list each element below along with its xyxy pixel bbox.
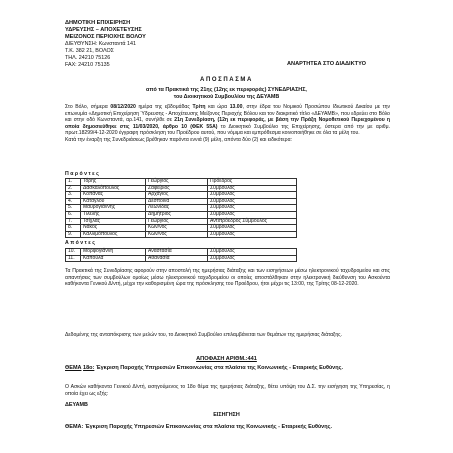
member-number: 6. xyxy=(66,211,81,218)
present-heading: Π α ρ ό ν τ ε ς xyxy=(65,171,99,177)
member-surname: Τιλελής xyxy=(81,211,146,218)
member-number: 9. xyxy=(66,231,81,238)
document-title: ΑΠΟΣΠΑΣΜΑ xyxy=(200,77,253,83)
session-info: 21η Συνεδρίαση, (12η εκ περιφοράς, με βάση την Πράξη Νομοθετικού Περιεχομένου η οποία δημοσιεύθηκε στις 11/03/2020, άρθρο 10 (ΦΕΚ 55Α) xyxy=(65,117,390,130)
absent-members-table xyxy=(65,248,297,262)
intro-paragraph xyxy=(65,104,390,144)
member-name: Αθανασία xyxy=(146,255,208,262)
intro-text: το Διοικητικό Συμβούλιο της Επιχείρησης, ύστερα από την με αριθμ. πρωτ.18299/4-12-2020 έγγραφη πρόσκληση του Προέδρου αυτού, που νόμιμα και εμπρόθεσμα κοινοποιήθηκε σε όλα τα μέλη του. xyxy=(65,123,390,137)
member-row xyxy=(66,231,297,238)
absent-heading: Α π ό ν τ ε ς xyxy=(65,240,95,246)
member-name: Δημήτριος xyxy=(146,211,208,218)
member-role: Σύμβουλος xyxy=(208,211,297,218)
member-role: Σύμβουλος xyxy=(208,205,297,212)
theme-label: ΘΕΜΑ xyxy=(65,365,82,371)
member-surname: Κοπάνας xyxy=(81,192,146,199)
intro-text: και ώρα xyxy=(208,104,228,110)
member-row xyxy=(66,218,297,225)
member-number: 11. xyxy=(66,255,81,262)
present-members-table xyxy=(65,178,297,238)
org-name-1: ΔΗΜΟΤΙΚΗ ΕΠΙΧΕΙΡΗΣΗ xyxy=(65,20,131,26)
theme-number: 18ο: xyxy=(83,365,95,371)
member-name: Γεώργιος xyxy=(146,218,208,225)
meeting-day: Τρίτη xyxy=(192,104,206,110)
report-theme-label: ΘΕΜΑ: xyxy=(65,424,84,430)
member-name: Κων/νος xyxy=(146,231,208,238)
member-surname: Τόρης xyxy=(81,179,146,186)
member-name: Αναστασία xyxy=(146,249,208,256)
subtitle-line-2: του Διοικητικού Συμβουλίου της ΔΕΥΑΜΒ xyxy=(173,94,280,100)
member-role: Πρόεδρος xyxy=(208,179,297,186)
member-role: Σύμβουλος xyxy=(208,198,297,205)
theme-heading xyxy=(65,365,390,372)
member-number: 2. xyxy=(66,185,81,192)
theme-intro: Ο Ασκών καθήκοντα Γενικού Δ/ντή, εισηγούμενος το 18ο θέμα της ημερήσιας διάταξης, θέτει υπόψη του Δ.Σ. την εισήγηση της Υπηρεσίας, η οποία έχει ως εξής: xyxy=(65,384,390,397)
member-row xyxy=(66,255,297,262)
member-surname: Τσίχλας xyxy=(81,218,146,225)
member-role: Σύμβουλος xyxy=(208,185,297,192)
member-surname: Δασκαλόπουλος xyxy=(81,185,146,192)
org-abbrev: ΔΕΥΑΜΒ xyxy=(65,402,88,408)
member-number: 8. xyxy=(66,225,81,232)
member-surname: Καπούλα xyxy=(81,255,146,262)
member-name: Κων/νος xyxy=(146,225,208,232)
member-surname: Κάταγλου xyxy=(81,198,146,205)
minutes-paragraph: Τα Πρακτικά της Συνεδρίασης αφορούν στην αποστολή της ημερήσιας διάταξης και των εισηγήσεων μέσω ηλεκτρονικού ταχυδρομείου και στις απαντήσεις των συμβούλων ομοίως μέσω ηλεκτρονικού ταχυδρομείου οι οποίες αποστάλθηκαν στην ηλεκτρονική διεύθυνση του Ασκούντα καθήκοντα Γενικού Δ/ντή, μέχρι την καθορισμένη ώρα της πρόσκλησης του Προέδρου, ήτοι μέχρι τις 13:00, της Τρίτης 08-12-2020. xyxy=(65,268,390,288)
fax-line: FAX: 24210 75135 xyxy=(65,62,110,68)
member-number: 1. xyxy=(66,179,81,186)
member-name: Αρχάγιος xyxy=(146,192,208,199)
member-number: 4. xyxy=(66,198,81,205)
member-role: Αντιπρόεδρος Σύμβουλος xyxy=(208,218,297,225)
postal-line: Τ.Κ. 382 21, ΒΟΛΟΣ xyxy=(65,48,114,54)
member-number: 7. xyxy=(66,218,81,225)
attendance-summary: Κατά την έναρξη της Συνεδριάσεως βρέθηκαν παρόντα εννιά (9) μέλη, απόντα δύο (2) και ειδικότερα: xyxy=(65,136,292,143)
member-role: Σύμβουλος xyxy=(208,231,297,238)
member-name: Γεώργιος xyxy=(146,179,208,186)
member-number: 10. xyxy=(66,249,81,256)
member-name: Ζαφείριος xyxy=(146,185,208,192)
member-role: Σύμβουλος xyxy=(208,192,297,199)
report-theme xyxy=(65,424,390,431)
member-role: Σύμβουλος xyxy=(208,225,297,232)
member-row xyxy=(66,205,297,212)
org-name-2: ΥΔΡΕΥΣΗΣ – ΑΠΟΧΕΤΕΥΣΗΣ xyxy=(65,27,142,33)
report-heading: ΕΙΣΗΓΗΣΗ xyxy=(213,412,240,418)
intro-text: ημέρα της εβδομάδας xyxy=(138,104,190,110)
intro-text: Στο Βόλο, σήμερα xyxy=(65,104,108,110)
member-role: Σύμβουλος xyxy=(208,255,297,262)
report-theme-text: Έγκριση Παροχής Υπηρεσιών Επικοινωνίας στα πλαίσια της Κοινωνικής - Εταιρικής Ευθύνης. xyxy=(84,424,332,430)
member-role: Σύμβουλος xyxy=(208,249,297,256)
meeting-time: 13.00 xyxy=(229,104,243,110)
phone-line: ΤΗΛ. 24210 75126 xyxy=(65,55,111,61)
subtitle-line-1: από τα Πρακτικά της 21ης (12ης εκ περιφοράς) ΣΥΝΕΔΡΙΑΣΗΣ, xyxy=(146,87,307,93)
posting-notice: ΑΝΑΡΤΗΤΕΑ ΣΤΟ ΔΙΑΔΙΚΤΥΟ xyxy=(287,61,366,67)
member-number: 5. xyxy=(66,205,81,212)
meeting-date: 08/12/2020 xyxy=(110,104,136,110)
member-surname: Μορφογιάννη xyxy=(81,249,146,256)
member-surname: Καλλιμόπουλος xyxy=(81,231,146,238)
address-line: ΔΙΕΥΘΥΝΣΗ: Κωνσταντά 141 xyxy=(65,41,137,47)
member-name: Λεωνίδας xyxy=(146,205,208,212)
member-surname: Μαυρογιάννης xyxy=(81,205,146,212)
document-subtitle xyxy=(60,87,393,101)
member-surname: Νάκος xyxy=(81,225,146,232)
org-name-3: ΜΕΙΖΟΝΟΣ ΠΕΡΙΟΧΗΣ ΒΟΛΟΥ xyxy=(65,34,146,40)
decision-number: ΑΠΟΦΑΣΗ ΑΡΙΘΜ.:441 xyxy=(196,356,257,362)
theme-text: Έγκριση Παροχής Υπηρεσιών Επικοινωνίας στα πλαίσια της Κοινωνικής - Εταιρικής Ευθύνης. xyxy=(95,365,343,371)
member-number: 3. xyxy=(66,192,81,199)
letterhead xyxy=(65,20,235,69)
member-name: Δέσποινα xyxy=(146,198,208,205)
board-paragraph: Δεδομένης της ανταπόκρισης των μελών του, το Διοικητικό Συμβούλιο επιλαμβάνεται των θεμάτων της ημερήσιας διάταξης. xyxy=(65,332,343,338)
intro-text: , στην έδρα του Νομικού Προσώπου Ιδιωτικού Δικαίου με την επωνυμία «Δημοτική Επιχείρηση Ύδρευσης - Αποχέτευσης Μείζονος Περιοχής Βόλου και τον διακριτικό τίτλο «ΔΕΥΑΜΒ», που εδρεύει στο Βόλο και στην οδό Κωνσταντά, αρ.141, συνήλθε σε xyxy=(65,104,391,124)
